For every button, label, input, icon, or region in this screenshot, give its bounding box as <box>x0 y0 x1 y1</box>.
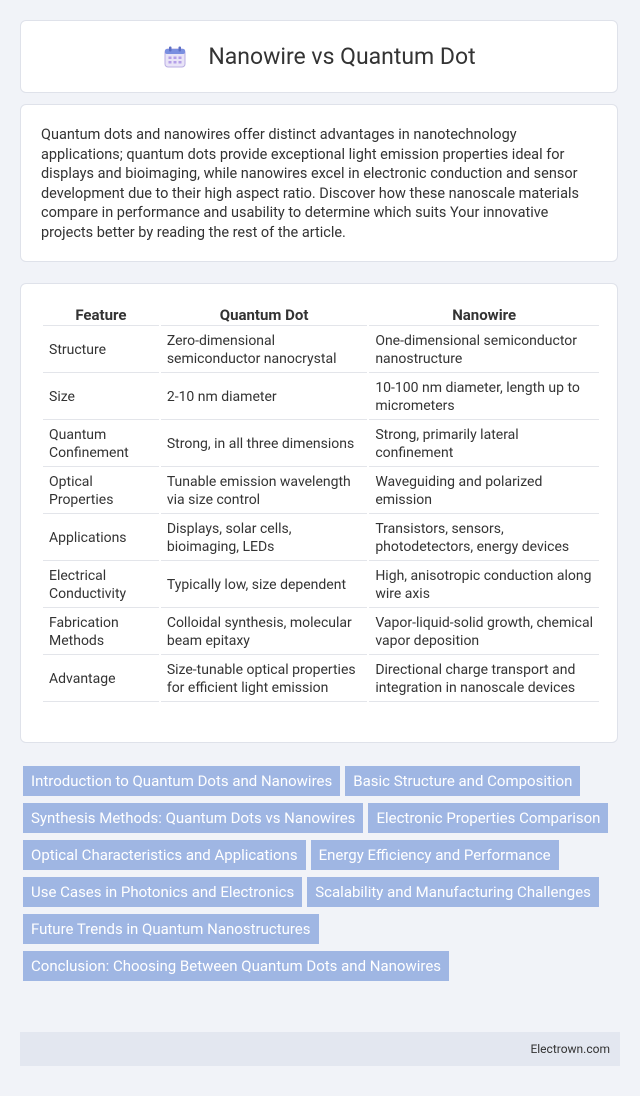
table-row <box>43 422 599 467</box>
table-row <box>43 516 599 561</box>
nanowire-cell: Transistors, sensors, photodetectors, energy devices <box>369 516 599 561</box>
feature-cell: Electrical Conductivity <box>43 563 159 608</box>
feature-cell: Fabrication Methods <box>43 610 159 655</box>
quantum-dot-cell: Strong, in all three dimensions <box>161 422 367 467</box>
link-introduction[interactable]: Introduction to Quantum Dots and Nanowires <box>23 766 340 796</box>
comparison-table <box>41 302 601 704</box>
link-electronic-properties[interactable]: Electronic Properties Comparison <box>368 803 608 833</box>
intro-card <box>20 104 618 262</box>
footer <box>20 1032 620 1066</box>
table-row <box>43 657 599 702</box>
calendar-icon <box>162 44 188 70</box>
link-future-trends[interactable]: Future Trends in Quantum Nanostructures <box>23 914 319 944</box>
related-links <box>20 764 620 981</box>
quantum-dot-cell: 2-10 nm diameter <box>161 375 367 420</box>
table-row <box>43 375 599 420</box>
nanowire-cell: Directional charge transport and integration in nanoscale devices <box>369 657 599 702</box>
nanowire-cell: One-dimensional semiconductor nanostructure <box>369 328 599 373</box>
link-energy-efficiency[interactable]: Energy Efficiency and Performance <box>311 840 559 870</box>
header-feature: Feature <box>43 304 159 326</box>
table-row <box>43 610 599 655</box>
link-synthesis-methods[interactable]: Synthesis Methods: Quantum Dots vs Nanowires <box>23 803 363 833</box>
nanowire-cell: Vapor-liquid-solid growth, chemical vapor deposition <box>369 610 599 655</box>
feature-cell: Advantage <box>43 657 159 702</box>
header-nanowire: Nanowire <box>369 304 599 326</box>
nanowire-cell: 10-100 nm diameter, length up to micrometers <box>369 375 599 420</box>
table-row <box>43 469 599 514</box>
link-scalability[interactable]: Scalability and Manufacturing Challenges <box>307 877 599 907</box>
quantum-dot-cell: Zero-dimensional semiconductor nanocrystal <box>161 328 367 373</box>
feature-cell: Applications <box>43 516 159 561</box>
quantum-dot-cell: Tunable emission wavelength via size control <box>161 469 367 514</box>
nanowire-cell: High, anisotropic conduction along wire axis <box>369 563 599 608</box>
feature-cell: Size <box>43 375 159 420</box>
title-card <box>20 20 618 93</box>
feature-cell: Structure <box>43 328 159 373</box>
footer-brand: Electrown.com <box>530 1042 610 1056</box>
page-title: Nanowire vs Quantum Dot <box>208 43 476 70</box>
feature-cell: Quantum Confinement <box>43 422 159 467</box>
quantum-dot-cell: Size-tunable optical properties for efficient light emission <box>161 657 367 702</box>
link-basic-structure[interactable]: Basic Structure and Composition <box>345 766 580 796</box>
quantum-dot-cell: Colloidal synthesis, molecular beam epitaxy <box>161 610 367 655</box>
quantum-dot-cell: Typically low, size dependent <box>161 563 367 608</box>
header-quantum-dot: Quantum Dot <box>161 304 367 326</box>
quantum-dot-cell: Displays, solar cells, bioimaging, LEDs <box>161 516 367 561</box>
link-conclusion[interactable]: Conclusion: Choosing Between Quantum Dots and Nanowires <box>23 951 449 981</box>
feature-cell: Optical Properties <box>43 469 159 514</box>
intro-paragraph: Quantum dots and nanowires offer distinct advantages in nanotechnology applications; quantum dots provide exceptional light emission properties ideal for displays and bioimaging, while nanowires excel in electronic conduction and sensor development due to their high aspect ratio. Discover how these nanoscale materials compare in performance and usability to determine which suits Your innovative projects better by reading the rest of the article. <box>41 126 579 241</box>
nanowire-cell: Waveguiding and polarized emission <box>369 469 599 514</box>
link-use-cases[interactable]: Use Cases in Photonics and Electronics <box>23 877 302 907</box>
table-header-row <box>43 304 599 326</box>
table-row <box>43 563 599 608</box>
link-optical-characteristics[interactable]: Optical Characteristics and Applications <box>23 840 306 870</box>
comparison-table-card <box>20 283 618 743</box>
table-row <box>43 328 599 373</box>
nanowire-cell: Strong, primarily lateral confinement <box>369 422 599 467</box>
